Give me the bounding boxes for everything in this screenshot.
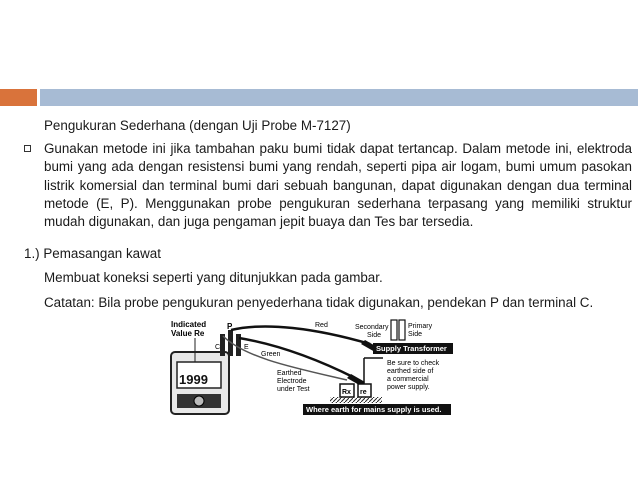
accent-bar-blue [40,89,638,106]
terminal-label-p: P [227,322,233,331]
green-label: Green [261,351,281,358]
transformer-coil-left [391,320,397,340]
terminal-label-c: C [215,344,221,351]
transformer-label: Supply Transformer [376,344,447,353]
wiring-diagram [165,318,453,418]
mains-note: Where earth for mains supply is used. [306,405,442,414]
re-label: re [360,389,367,396]
rx-label: Rx [342,389,351,396]
earthed-label-line3: under Test [277,386,310,393]
terminal-label-e: E [244,344,249,351]
check-line3: a commercial [387,376,429,383]
instruction-text: Membuat koneksi seperti yang ditunjukkan pada gambar. [44,270,383,285]
check-line4: power supply. [387,384,430,391]
red-label: Red [315,322,328,329]
step-heading: 1.) Pemasangan kawat [24,246,161,261]
secondary-label-line1: Secondary [355,324,389,331]
indicated-label-line1: Indicated [171,320,207,329]
section-heading: Pengukuran Sederhana (dengan Uji Probe M-7127) [44,118,351,133]
indicated-label-line2: Value Re [171,329,205,338]
earthed-label-line1: Earthed [277,370,302,377]
earthed-label-line2: Electrode [277,378,307,385]
primary-label-line1: Primary [408,323,433,330]
primary-label-line2: Side [408,331,423,338]
tester-dial [194,396,204,406]
bullet-square-icon [24,145,31,152]
body-paragraph: Gunakan metode ini jika tambahan paku bumi tidak dapat tertancap. Dalam metode ini, elektroda bumi yang ada dengan resistensi bumi yang rendah, seperti pipa air logam, bumi umum pasokan listrik komersial dan terminal bumi dari sebuah bangunan, dapat digunakan dengan dua terminal metode (E, P). Menggunakan probe pengukuran sederhana terpasang yang memiliki struktur mudah digunakan, dan juga pengaman jepit buaya dan Tes bar tersedia. [44,141,632,230]
check-line1: Be sure to check [387,360,440,367]
note-text: Catatan: Bila probe pengukuran penyederhana tidak digunakan, pendekan P dan terminal C. [44,295,594,310]
tester-display: 1999 [179,372,208,387]
ground-hatch [330,397,382,403]
check-line2: earthed side of [387,368,434,375]
accent-bar-orange [0,89,37,106]
transformer-coil-right [399,320,405,340]
secondary-label-line2: Side [367,332,382,339]
